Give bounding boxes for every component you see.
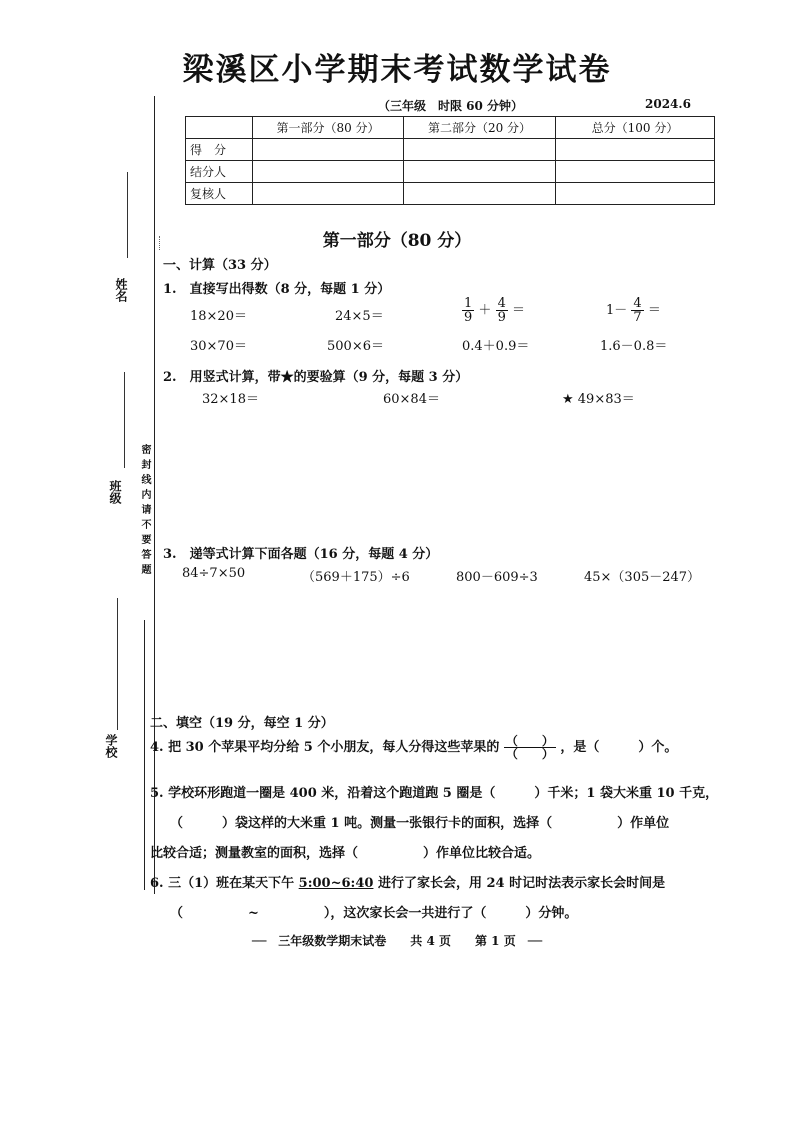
equals-sign: ＝ xyxy=(512,303,526,318)
q6-text-end: 进行了家长会，用 24 时记时法表示家长会时间是 xyxy=(373,876,666,891)
page-footer: ── 三年级数学期末试卷 共 4 页 第 1 页 ── xyxy=(251,934,543,948)
table-cell xyxy=(186,117,253,139)
exam-title: 梁溪区小学期末考试数学试卷 xyxy=(182,52,612,88)
table-header-part1: 第一部分（80 分） xyxy=(253,117,404,139)
q2-item-starred: ★ 49×83＝ xyxy=(562,392,635,407)
q1-title: 1. 直接写出得数（8 分，每题 1 分） xyxy=(163,282,391,297)
binding-margin-line xyxy=(154,96,155,894)
table-row xyxy=(186,161,715,183)
fraction: $\frac{1}{9}$ xyxy=(464,296,473,325)
grade-time-limit: （三年级 时限 60 分钟） xyxy=(378,99,524,113)
answer-fraction-blank[interactable]: $\frac{( )}{( )}$ xyxy=(505,734,554,761)
score-cell[interactable] xyxy=(556,183,715,205)
part1-heading: 第一部分（80 分） xyxy=(322,231,472,251)
exam-date: 2024.6 xyxy=(645,97,691,111)
fraction: $\frac{4}{7}$ xyxy=(633,296,642,325)
score-table xyxy=(185,116,715,205)
row-label-scorer: 结分人 xyxy=(186,161,253,183)
q1-item: 24×5＝ xyxy=(335,309,384,324)
score-cell[interactable] xyxy=(253,161,404,183)
q2-item: 32×18＝ xyxy=(202,392,259,407)
score-cell[interactable] xyxy=(556,161,715,183)
q5-line3: 比较合适；测量教室的面积，选择（ ）作单位比较合适。 xyxy=(150,846,541,861)
class-blank-line xyxy=(124,372,125,468)
plus-sign: ＋ xyxy=(478,303,492,318)
section1-title: 一、计算（33 分） xyxy=(163,258,277,273)
row-label-reviewer: 复核人 xyxy=(186,183,253,205)
q5-line2: （ ）袋这样的大米重 1 吨。测量一张银行卡的面积，选择（ ）作单位 xyxy=(170,816,670,831)
school-blank-line xyxy=(117,598,118,730)
q5-line1: 5. 学校环形跑道一圈是 400 米，沿着这个跑道跑 5 圈是（ ）千米；1 袋大米重 10 千克， xyxy=(150,786,719,801)
school-label: 学校 xyxy=(104,734,118,758)
score-cell[interactable] xyxy=(404,183,556,205)
seal-line xyxy=(144,620,145,890)
one-minus: 1－ xyxy=(606,303,628,318)
score-cell[interactable] xyxy=(253,183,404,205)
q3-item: 800－609÷3 xyxy=(456,570,538,585)
score-cell[interactable] xyxy=(404,139,556,161)
table-row xyxy=(186,117,715,139)
fraction: $\frac{4}{9}$ xyxy=(497,296,506,325)
q1-item: 18×20＝ xyxy=(190,309,247,324)
table-row xyxy=(186,139,715,161)
table-header-total: 总分（100 分） xyxy=(556,117,715,139)
q4-line xyxy=(150,735,677,760)
q2-title: 2. 用竖式计算，带★的要验算（9 分，每题 3 分） xyxy=(163,370,469,385)
q6-line1 xyxy=(150,872,665,891)
q1-item: 1.6－0.8＝ xyxy=(600,339,668,354)
q6-line2: （ ~ ），这次家长会一共进行了（ ）分钟。 xyxy=(170,906,578,921)
q3-item: 45×（305－247） xyxy=(584,570,701,585)
q1-item: 500×6＝ xyxy=(327,339,384,354)
table-header-part2: 第二部分（20 分） xyxy=(404,117,556,139)
q3-item: （569＋175）÷6 xyxy=(302,570,410,585)
class-label: 班级 xyxy=(108,480,122,504)
q4-text-end: ，是（ ）个。 xyxy=(560,740,678,755)
q1-fraction-item xyxy=(462,297,525,324)
q4-text: 4. 把 30 个苹果平均分给 5 个小朋友，每人分得这些苹果的 xyxy=(150,740,500,755)
score-cell[interactable] xyxy=(404,161,556,183)
q1-item: 0.4＋0.9＝ xyxy=(462,339,530,354)
q6-text: 6. 三（1）班在某天下午 xyxy=(150,876,299,891)
q1-item: 30×70＝ xyxy=(190,339,247,354)
q1-fraction-item xyxy=(606,297,661,324)
seal-warning-text: 密封线内请不要答题 xyxy=(139,444,150,579)
score-cell[interactable] xyxy=(253,139,404,161)
table-row xyxy=(186,183,715,205)
row-label-score: 得 分 xyxy=(186,139,253,161)
q6-time: 5:00~6:40 xyxy=(298,876,374,891)
score-cell[interactable] xyxy=(556,139,715,161)
q3-item: 84÷7×50 xyxy=(182,566,246,581)
name-label: 姓名 xyxy=(114,278,128,302)
equals-sign: ＝ xyxy=(647,303,661,318)
section2-title: 二、填空（19 分，每空 1 分） xyxy=(150,716,334,731)
q3-title: 3. 递等式计算下面各题（16 分，每题 4 分） xyxy=(163,547,439,562)
q2-item: 60×84＝ xyxy=(383,392,440,407)
